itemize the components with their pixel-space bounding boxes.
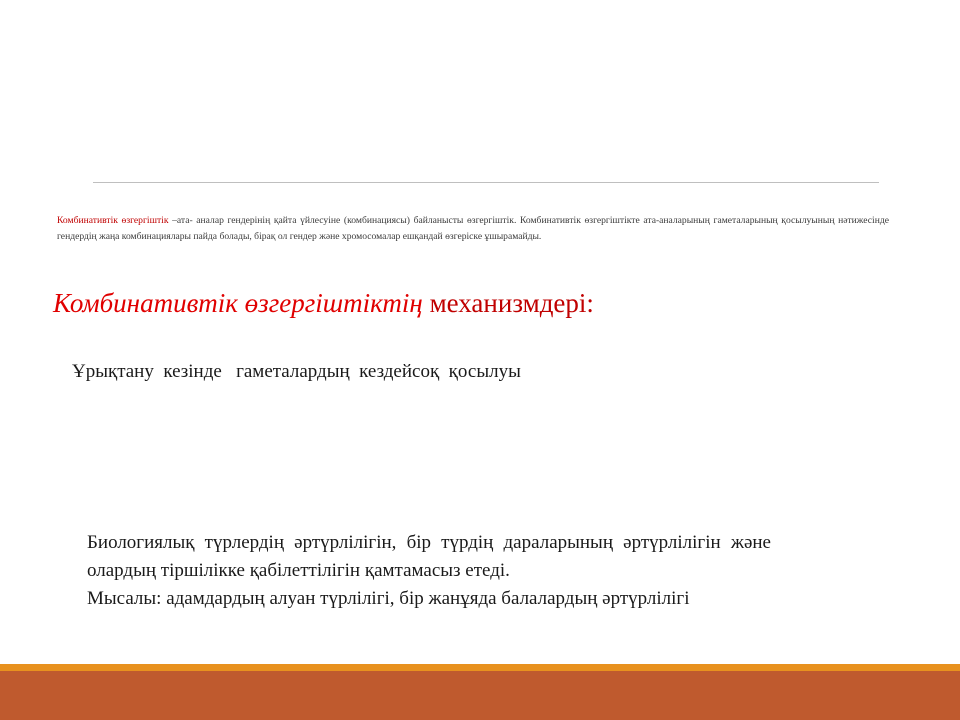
fertilization-line: Ұрықтану кезінде гаметалардың кездейсоқ қосылуы: [72, 361, 521, 382]
paragraph-line-2: Мысалы: адамдардың алуан түрлілігі, бір жанұяда балалардың әртүрлілігі: [87, 588, 690, 609]
footer-accent-stripe: [0, 664, 960, 671]
footer-band: [0, 671, 960, 720]
definition-text: [57, 213, 889, 245]
definition-body: –ата- аналар гендерінің қайта үйлесуіне (комбинациясы) байланысты өзгергіштік. Комбинативтік өзгергіштікте ата-аналарының гаметаларының қосылуының нәтижесінде гендердің жаңа комбинациялары пайда болады, бірақ ол гендер және хромосомалар ешқандай өзгеріске ұшырамайды.: [57, 215, 889, 242]
diversity-paragraph: [87, 529, 771, 613]
title-divider: [93, 182, 879, 183]
paragraph-line-1: Биологиялық түрлердің әртүрлілігін, бір түрдің дараларының әртүрлілігін және олардың тіршілікке қабілеттілігін қамтамасыз етеді.: [87, 532, 771, 581]
definition-term: Комбинативтік өзгергіштік: [57, 215, 169, 226]
mechanisms-heading: [53, 285, 594, 321]
heading-regular-part: механизмдері:: [422, 288, 594, 318]
heading-italic-part: Комбинативтік өзгергіштіктің: [53, 288, 423, 318]
